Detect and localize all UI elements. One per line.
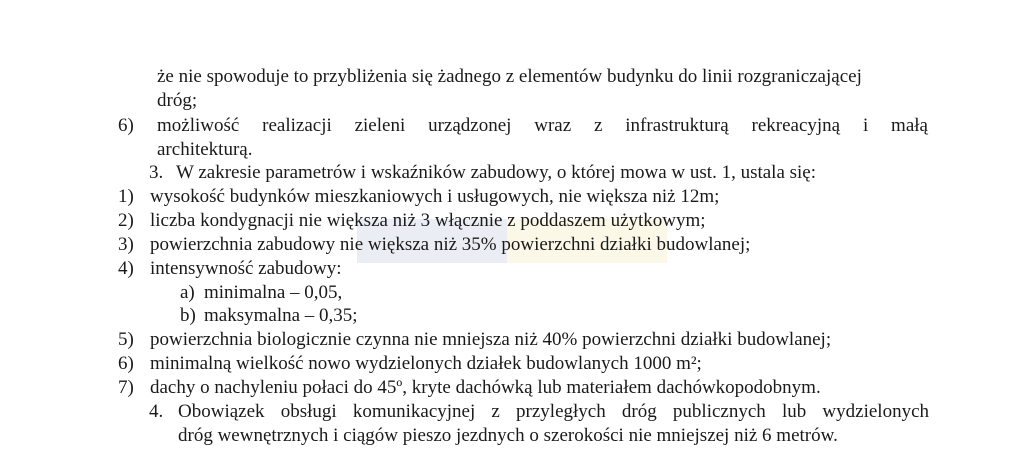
text-line <box>157 89 197 113</box>
list-item <box>118 209 706 233</box>
line-text: dachy o nachyleniu połaci do 45º, kryte dachówką lub materiałem dachówkopodobnym. <box>150 377 821 398</box>
line-text: powierzchnia zabudowy nie większa niż 35% powierzchni działki budowlanej; <box>150 234 751 255</box>
line-text: architekturą. <box>157 139 253 160</box>
list-number: 1) <box>118 186 134 207</box>
list-item <box>118 114 928 138</box>
list-number: 7) <box>118 377 134 398</box>
list-number: 2) <box>118 210 134 231</box>
sub-list-item <box>180 304 358 328</box>
line-text: maksymalna – 0,35; <box>204 305 358 326</box>
line-text: minimalną wielkość nowo wydzielonych działek budowlanych 1000 m²; <box>150 353 702 374</box>
list-item <box>118 376 821 400</box>
line-text: intensywność zabudowy: <box>150 258 342 279</box>
sub-list-letter: a) <box>180 282 195 303</box>
line-text: wysokość budynków mieszkaniowych i usługowych, nie większa niż 12m; <box>150 186 720 207</box>
list-item <box>118 233 751 257</box>
line-text: że nie spowoduje to przybliżenia się żadnego z elementów budynku do linii rozgraniczającej <box>157 66 862 87</box>
text-line <box>157 65 862 89</box>
list-number: 6) <box>118 115 134 136</box>
sub-list-item <box>180 281 343 305</box>
line-text: dróg wewnętrznych i ciągów pieszo jezdnych o szerokości nie mniejszej niż 6 metrów. <box>178 425 838 446</box>
list-item <box>118 328 832 352</box>
line-text: liczba kondygnacji nie większa niż 3 włącznie z poddaszem użytkowym; <box>150 210 706 231</box>
list-number: 3) <box>118 234 134 255</box>
list-number: 5) <box>118 329 134 350</box>
text-line <box>157 138 252 162</box>
line-text: powierzchnia biologicznie czynna nie mniejsza niż 40% powierzchni działki budowlanej; <box>150 329 832 350</box>
line-text: możliwość realizacji zieleni urządzonej wraz z infrastrukturą rekreacyjną i małą <box>157 115 928 136</box>
line-text: minimalna – 0,05, <box>204 282 343 303</box>
section-number: 4. <box>149 401 164 422</box>
section-heading <box>149 400 929 424</box>
section-heading <box>149 161 816 185</box>
line-text: Obowiązek obsługi komunikacyjnej z przyległych dróg publicznych lub wydzielonych <box>178 401 929 422</box>
text-line <box>178 424 838 448</box>
list-item <box>118 257 342 281</box>
line-text: dróg; <box>157 90 198 111</box>
list-item <box>118 185 720 209</box>
list-number: 4) <box>118 258 134 279</box>
section-number: 3. <box>149 162 164 183</box>
line-text: W zakresie parametrów i wskaźników zabudowy, o której mowa w ust. 1, ustala się: <box>176 162 817 183</box>
sub-list-letter: b) <box>180 305 196 326</box>
list-number: 6) <box>118 353 134 374</box>
list-item <box>118 352 702 376</box>
